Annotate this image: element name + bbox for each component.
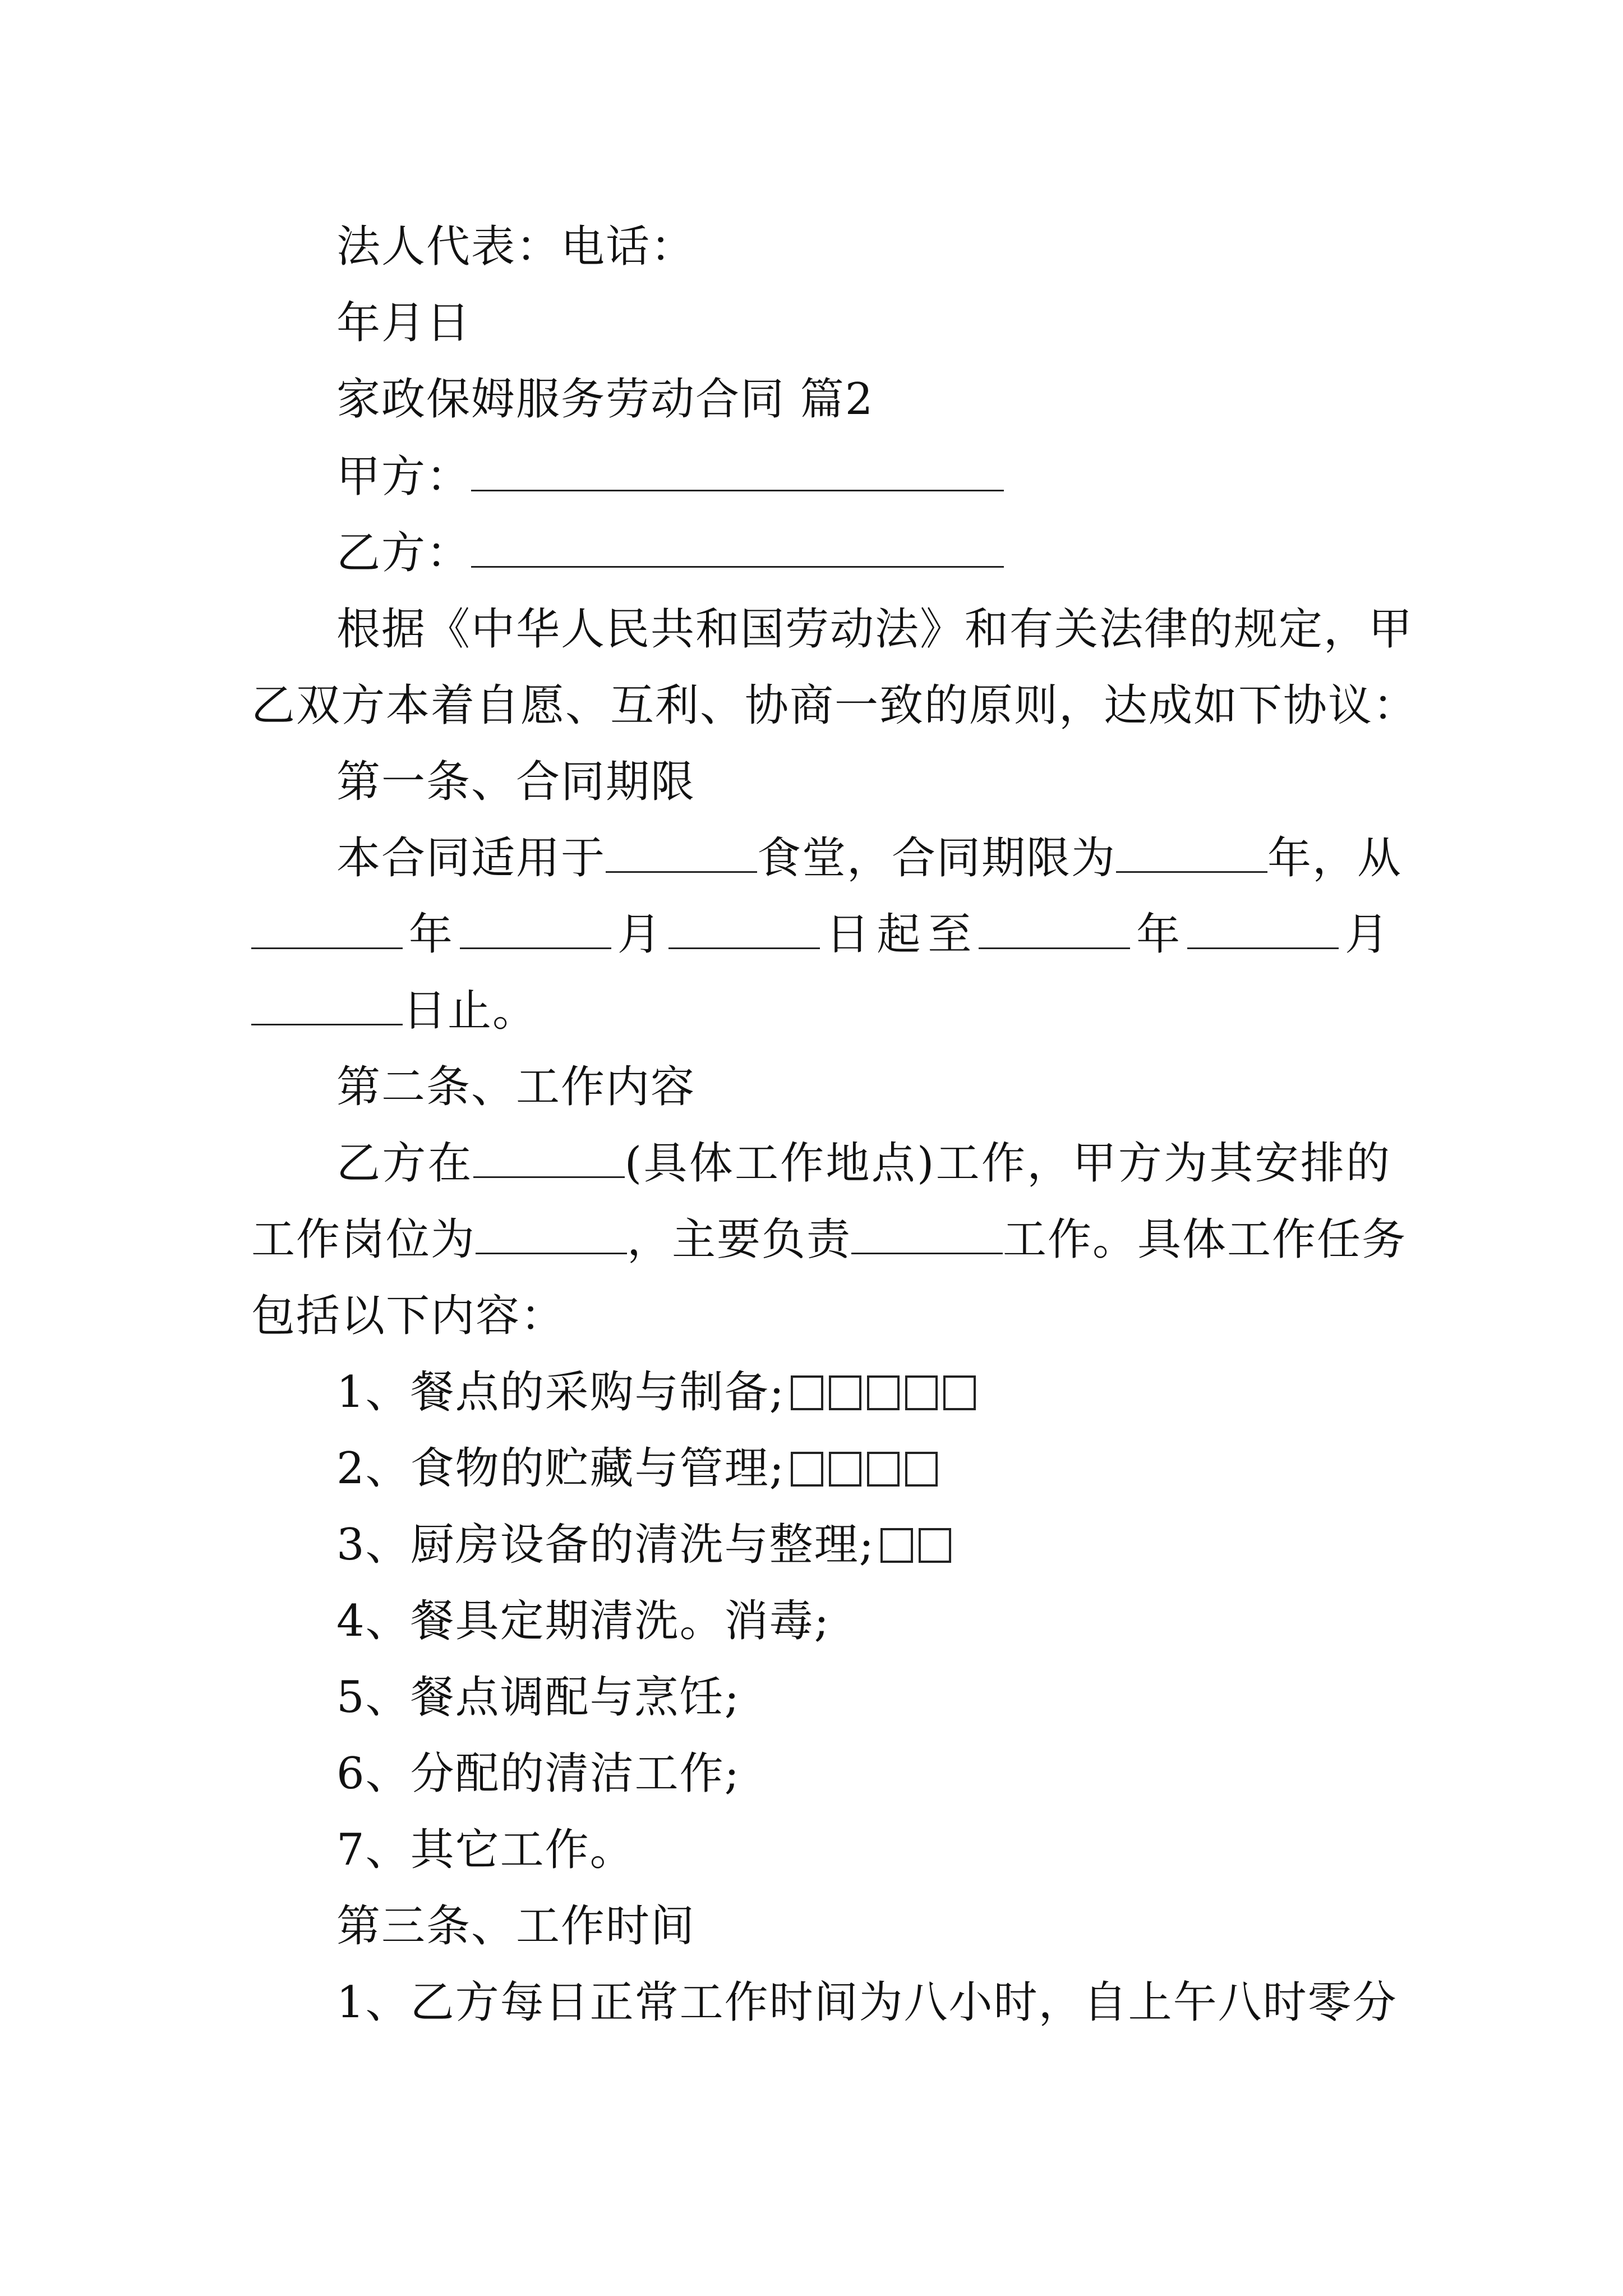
text-segment: 工作岗位为: [251, 1214, 476, 1265]
duty-item-1: [336, 1364, 1391, 1420]
party-b-label: 乙方：: [336, 528, 472, 578]
empty-box-icon: [791, 1375, 823, 1410]
empty-box-icon: [905, 1375, 938, 1410]
empty-box-icon: [919, 1528, 951, 1563]
checkbox-group: [785, 1364, 976, 1420]
article-2-line-1: [336, 1135, 1391, 1191]
article-2-line-3: 包括以下内容：: [251, 1291, 566, 1341]
work-location-blank: [473, 1137, 625, 1178]
article-2-heading: 第二条、工作内容: [336, 1062, 696, 1112]
article-1-line-1: [336, 830, 1403, 886]
text-segment: 月: [611, 909, 668, 960]
text-segment: 本合同适用于: [336, 833, 606, 884]
end-year-blank: [979, 908, 1130, 949]
end-month-blank: [1187, 908, 1339, 949]
party-a-label: 甲方：: [336, 452, 472, 502]
checkbox-group: [785, 1441, 938, 1497]
empty-box-icon: [943, 1375, 976, 1410]
text-segment: (具体工作地点)工作，甲方为其安排的: [624, 1138, 1391, 1189]
duty-item-text: 3、厨房设备的清洗与整理;: [336, 1520, 875, 1570]
date-line: 年月日: [336, 298, 472, 348]
party-a-line: [336, 449, 1391, 505]
term-years-blank: [1116, 832, 1267, 873]
text-segment: 日止。: [403, 986, 538, 1036]
duty-item-text: 1、餐点的采购与制备;: [336, 1367, 785, 1418]
position-blank: [476, 1213, 627, 1254]
duty-item-text: 2、食物的贮藏与管理;: [336, 1443, 785, 1494]
duty-item-4: 4、餐具定期清洗。消毒;: [336, 1596, 830, 1646]
duty-item-5: 5、餐点调配与烹饪;: [336, 1672, 740, 1723]
text-segment: 年: [1130, 909, 1188, 960]
article-2-line-2: [251, 1212, 1407, 1268]
legal-rep-phone-line: 法人代表：电话：: [336, 222, 696, 272]
duty-item-7: 7、其它工作。: [336, 1825, 635, 1875]
empty-box-icon: [880, 1528, 913, 1563]
article-3-line-1: 1、乙方每日正常工作时间为八小时，自上午八时零分: [336, 1977, 1398, 2028]
text-segment: ，主要负责: [627, 1214, 852, 1265]
article-1-line-2: [251, 907, 1390, 963]
duty-item-6: 6、分配的清洁工作;: [336, 1749, 740, 1799]
start-day-blank: [668, 908, 820, 949]
text-segment: 年: [403, 909, 460, 960]
text-segment: 年，从: [1267, 833, 1403, 884]
party-b-blank: [471, 527, 1004, 568]
canteen-blank: [606, 832, 757, 873]
article-1-line-3: [251, 983, 1390, 1039]
duty-item-3: [336, 1517, 1391, 1573]
preamble-line-1: 根据《中华人民共和国劳动法》和有关法律的规定，甲: [336, 604, 1414, 655]
duty-blank: [851, 1213, 1003, 1254]
article-1-heading: 第一条、合同期限: [336, 757, 696, 807]
empty-box-icon: [867, 1452, 900, 1487]
empty-box-icon: [829, 1375, 861, 1410]
start-month-blank: [460, 908, 611, 949]
preamble-line-2: 乙双方本着自愿、互利、协商一致的原则，达成如下协议：: [251, 680, 1418, 731]
end-day-blank: [251, 984, 403, 1025]
empty-box-icon: [905, 1452, 938, 1487]
empty-box-icon: [791, 1452, 823, 1487]
duty-item-2: [336, 1441, 1391, 1497]
text-segment: 食堂，合同期限为: [757, 833, 1117, 884]
text-segment: 工作。具体工作任务: [1003, 1214, 1407, 1265]
empty-box-icon: [867, 1375, 900, 1410]
empty-box-icon: [829, 1452, 861, 1487]
party-a-blank: [471, 450, 1004, 491]
section-title: 家政保姆服务劳动合同 篇2: [336, 374, 874, 425]
text-segment: 月: [1339, 909, 1390, 960]
article-3-heading: 第三条、工作时间: [336, 1901, 696, 1952]
text-segment: 乙方在: [336, 1138, 473, 1189]
party-b-line: [336, 525, 1391, 581]
start-year-blank: [251, 908, 403, 949]
checkbox-group: [875, 1517, 951, 1573]
text-segment: 日起至: [819, 909, 979, 960]
